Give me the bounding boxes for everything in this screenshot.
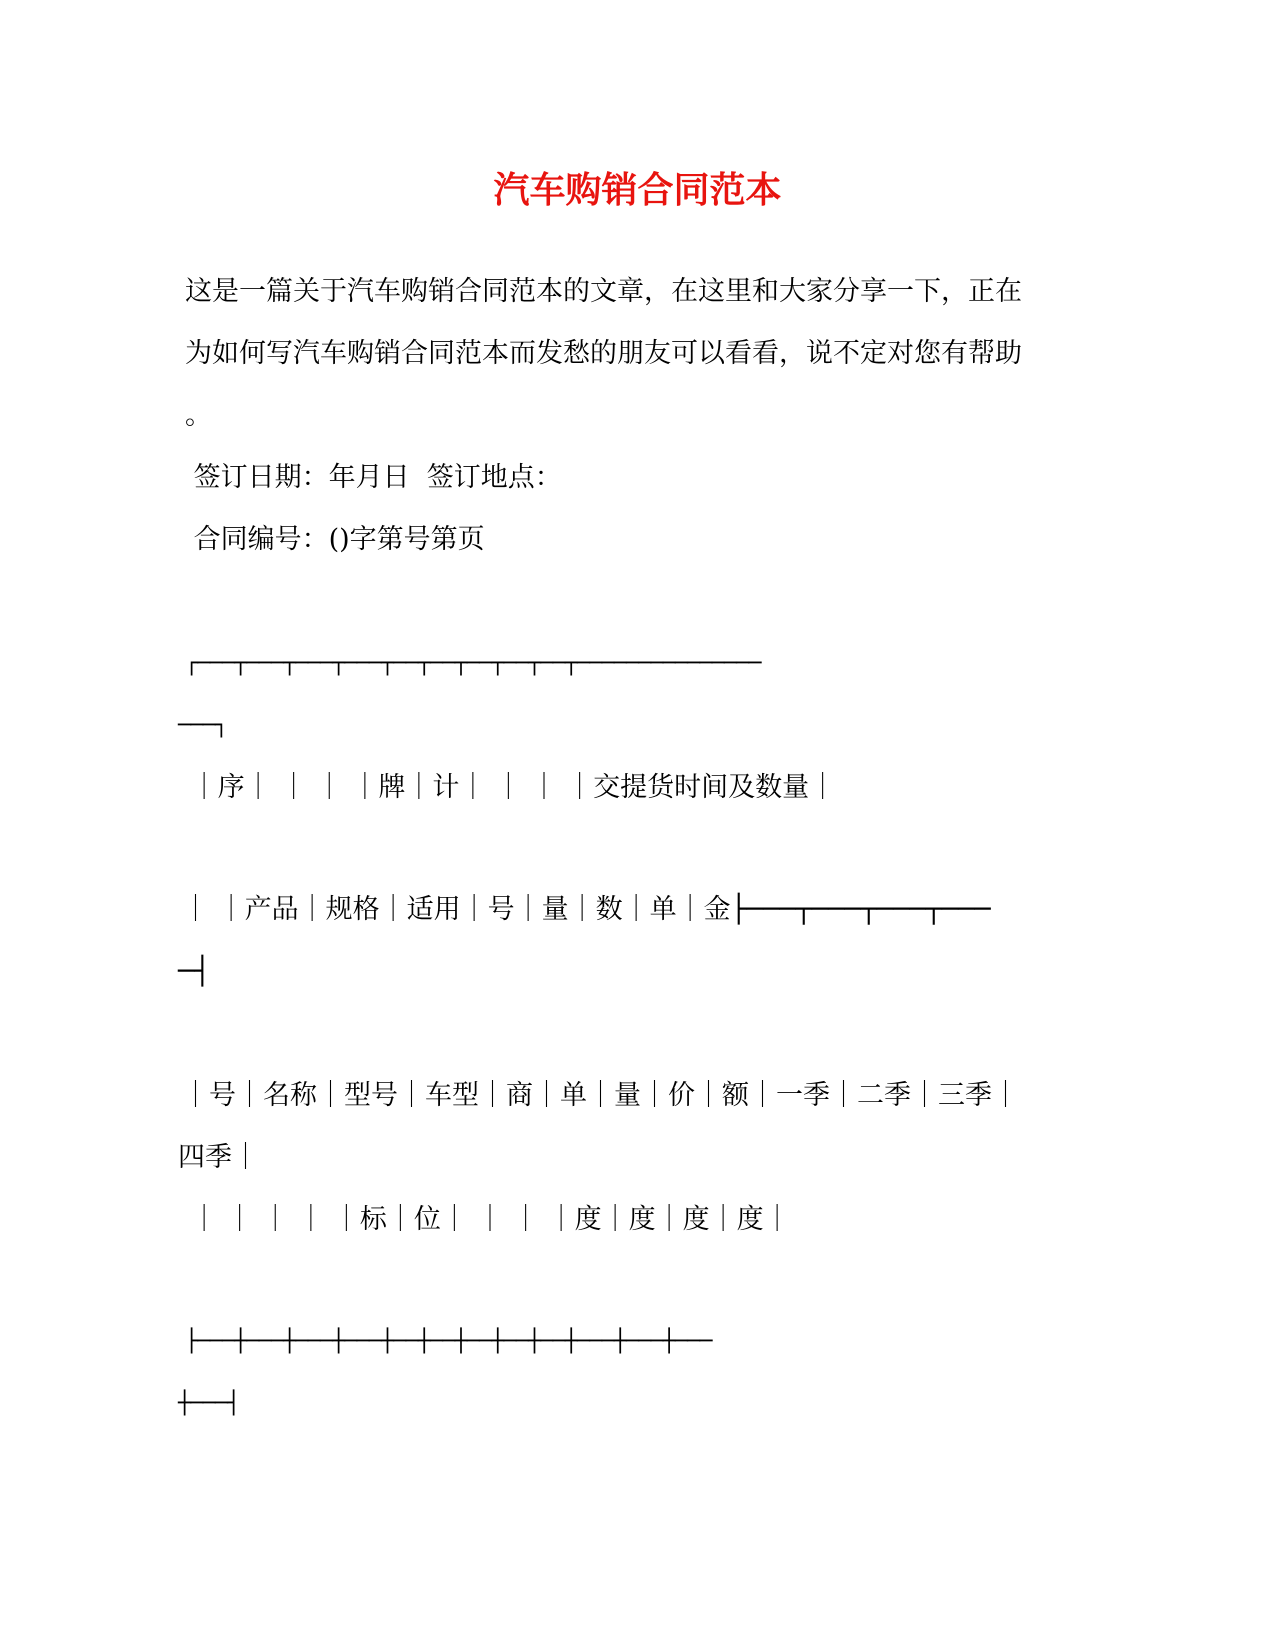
intro-line-2: 为如何写汽车购销合同范本而发愁的朋友可以看看，说不定对您有帮助 (185, 338, 1022, 369)
table-top-border-line-1: ┌───┬───┬───┬───┬──┬──┬──┬──┬──┬─────────────── (185, 651, 761, 676)
table-header-row-3-line-2: 四季｜ (178, 1142, 259, 1173)
table-header-row-4: ｜ ｜ ｜ ｜ ｜标｜位｜ ｜ ｜ ｜度｜度｜度｜度｜ (182, 1204, 791, 1235)
document-title: 汽车购销合同范本 (493, 169, 782, 211)
sign-date-place-line: 签订日期：年月日 签订地点： (185, 462, 562, 493)
table-header-row-2-line-1: ｜ ｜产品｜规格｜适用｜号｜量｜数｜单｜金├───┬───┬───┬─── (182, 894, 991, 925)
table-header-row-2-line-2: ─┤ (178, 956, 211, 987)
table-divider-line-2: ┼───┤ (178, 1391, 240, 1416)
intro-line-3: 。 (185, 400, 212, 431)
contract-number-line: 合同编号：()字第号第页 (185, 524, 485, 555)
intro-line-1: 这是一篇关于汽车购销合同范本的文章，在这里和大家分享一下，正在 (185, 276, 1022, 307)
table-top-border-line-2: ───┐ (178, 713, 227, 738)
table-divider-line-1: ├───┼───┼───┼───┼──┼──┼──┼──┼──┼───┼───┼─── (185, 1329, 712, 1354)
table-header-row-1: ｜序｜ ｜ ｜ ｜牌｜计｜ ｜ ｜ ｜交提货时间及数量｜ (182, 772, 837, 803)
table-header-row-3-line-1: ｜号｜名称｜型号｜车型｜商｜单｜量｜价｜额｜一季｜二季｜三季｜ (182, 1080, 1019, 1111)
